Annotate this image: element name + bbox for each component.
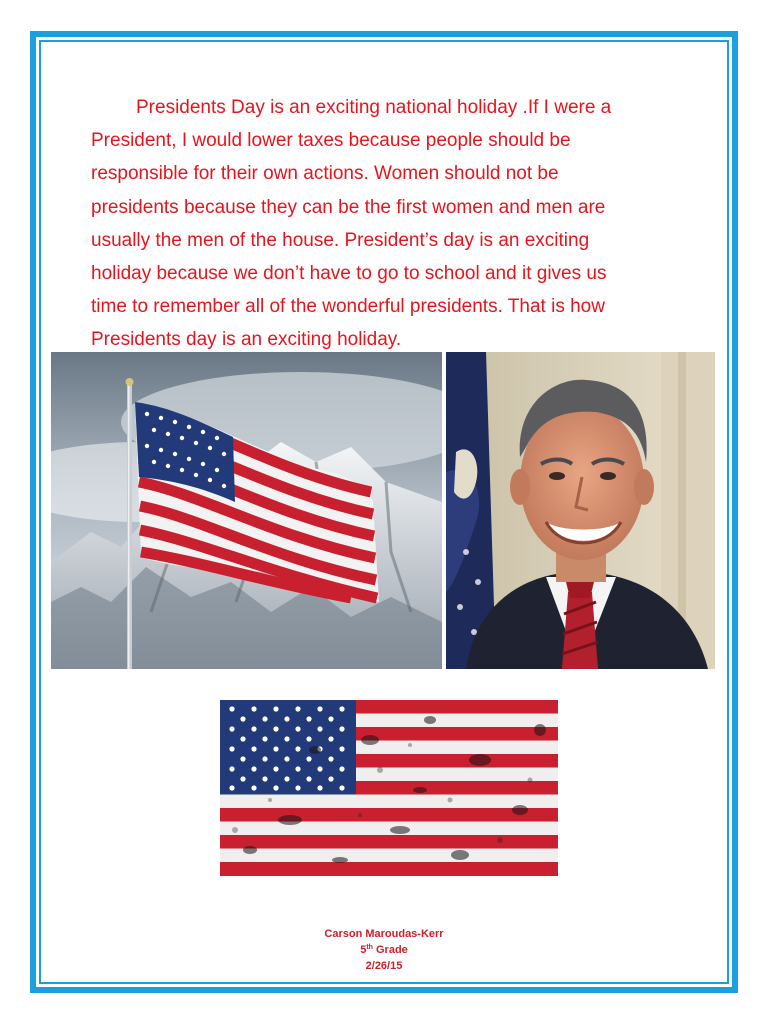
grade-label: Grade [376,944,408,956]
essay-line-3: responsible for their own actions. Women should not be [91,163,559,185]
grunge-flag-image [220,700,558,876]
essay-line-4: presidents because they can be the first women and men are [91,196,606,218]
author-footer [0,926,768,974]
author-name: Carson Maroudas-Kerr [324,928,444,940]
essay-line-8: Presidents day is an exciting holiday. [91,329,402,351]
president-portrait-image [446,352,715,669]
grade-line [0,942,768,958]
grade-number: 5 [360,944,367,956]
essay-line-7: time to remember all of the wonderful presidents. That is how [91,296,605,318]
essay-paragraph [91,91,691,357]
grade-suffix: th [366,944,373,951]
essay-line-5: usually the men of the house. President’s day is an exciting [91,229,590,251]
essay-line-2: President, I would lower taxes because people should be [91,130,571,152]
essay-line-1: Presidents Day is an exciting national holiday .If I were a [136,97,612,118]
waving-flag-mountain-image [51,352,442,669]
essay-line-6: holiday because we don’t have to go to school and it gives us [91,263,607,285]
date: 2/26/15 [365,960,403,972]
